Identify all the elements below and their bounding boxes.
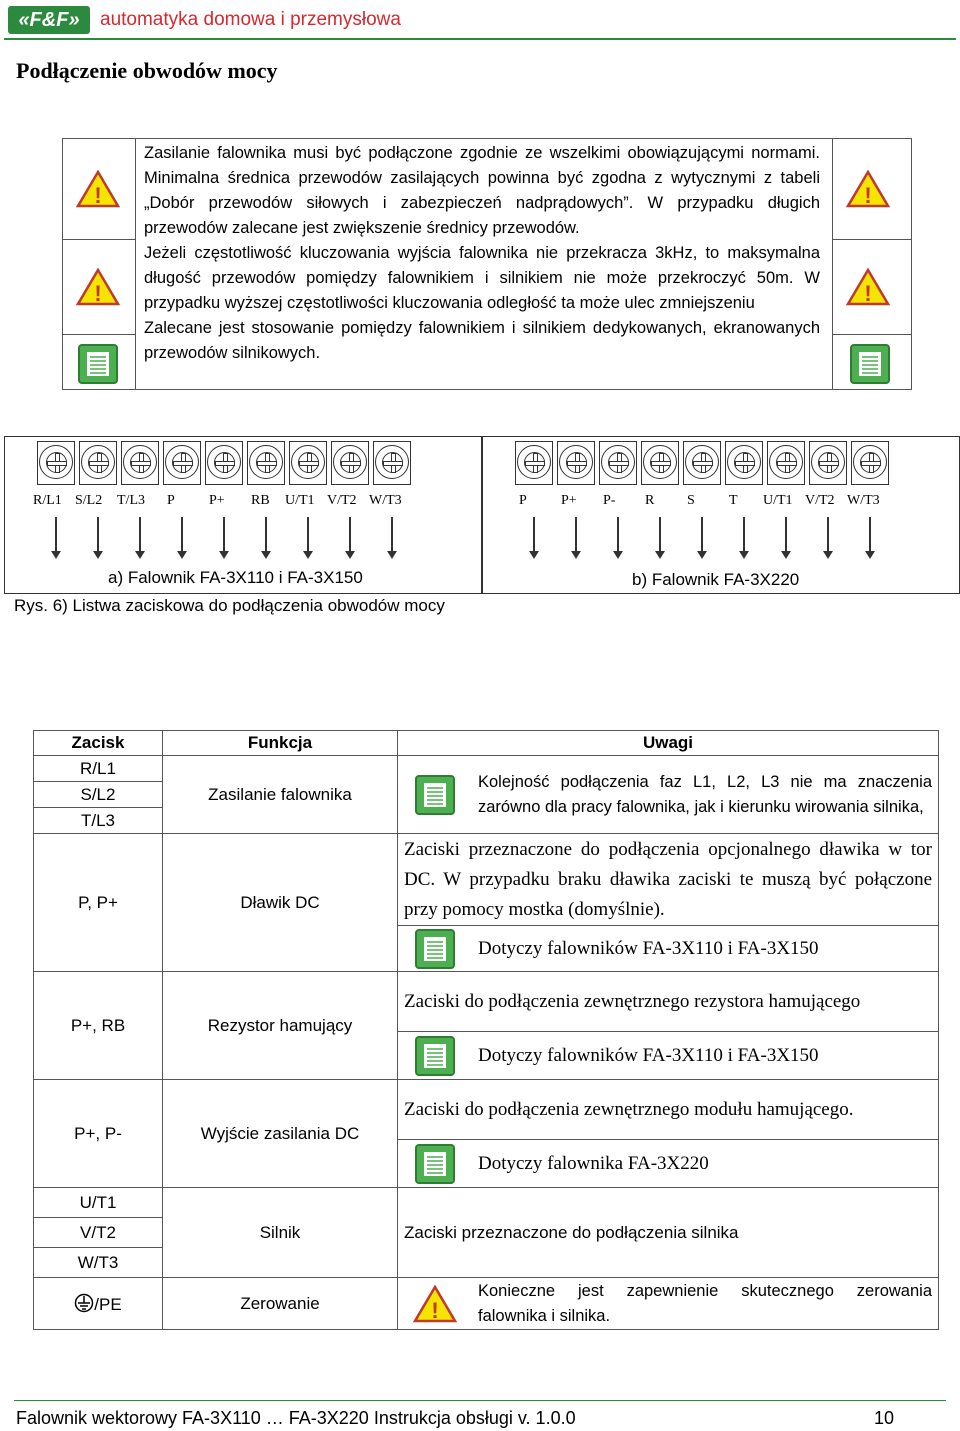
page-title: Podłączenie obwodów mocy xyxy=(16,58,278,83)
ground-icon xyxy=(74,1293,94,1313)
function-cell: Zerowanie xyxy=(163,1278,398,1330)
terminal-label: P xyxy=(167,493,175,508)
terminal-arrow xyxy=(785,517,787,553)
terminal-table xyxy=(33,730,939,1330)
page-number: 10 xyxy=(874,1408,895,1428)
brand-logo: «F&F» xyxy=(8,6,90,34)
note-icon xyxy=(850,344,890,384)
remark-cell: Zaciski przeznaczone do podłączenia silnika xyxy=(398,1188,939,1278)
remark-cell: Zaciski przeznaczone do podłączenia opcjonalnego dławika w tor DC. W przypadku braku dławika zaciski te muszą być połączone przy pomocy mostka (domyślnie). xyxy=(398,834,939,926)
note-icon xyxy=(78,344,118,384)
warning-icon xyxy=(76,268,120,306)
brand-tagline: automatyka domowa i przemysłowa xyxy=(100,9,401,30)
terminal-arrow xyxy=(827,517,829,553)
terminal-label: W/T3 xyxy=(847,493,880,508)
terminal-label: RB xyxy=(251,493,270,508)
note-cell: Dotyczy falowników FA-3X110 i FA-3X150 xyxy=(472,926,939,972)
note-icon xyxy=(415,1144,455,1184)
screw-icon xyxy=(39,445,73,479)
terminal-arrow xyxy=(659,517,661,553)
terminal-arrow xyxy=(575,517,577,553)
warning-icon xyxy=(846,268,890,306)
terminal-cell: P, P+ xyxy=(34,834,163,972)
function-cell: Wyjście zasilania DC xyxy=(163,1080,398,1188)
terminal-arrow xyxy=(617,517,619,553)
screw-icon xyxy=(727,445,761,479)
svg-text:!: ! xyxy=(94,183,102,208)
terminal-arrow xyxy=(55,517,57,553)
terminal-arrow xyxy=(97,517,99,553)
terminal-label: S/L2 xyxy=(75,493,103,508)
note-cell: Dotyczy falowników FA-3X110 i FA-3X150 xyxy=(472,1032,939,1080)
pe-label: /PE xyxy=(94,1294,122,1314)
note-icon xyxy=(415,775,455,815)
terminal-cell: W/T3 xyxy=(34,1248,163,1278)
terminal-cell: P+, P- xyxy=(34,1080,163,1188)
screw-icon xyxy=(81,445,115,479)
screw-icon xyxy=(853,445,887,479)
screw-icon xyxy=(601,445,635,479)
terminal-label: P xyxy=(519,493,527,508)
terminal-label: T xyxy=(729,493,738,508)
screw-icon xyxy=(375,445,409,479)
screw-icon xyxy=(517,445,551,479)
warning-icon xyxy=(413,1285,457,1323)
terminal-arrow xyxy=(265,517,267,553)
terminal-label: S xyxy=(687,493,695,508)
terminal-arrow xyxy=(391,517,393,553)
screw-icon xyxy=(333,445,367,479)
caption-a: a) Falownik FA-3X110 i FA-3X150 xyxy=(108,568,363,587)
terminal-label: R xyxy=(645,493,655,508)
terminal-arrow xyxy=(743,517,745,553)
terminal-cell: S/L2 xyxy=(34,782,163,808)
terminal-label: R/L1 xyxy=(33,493,62,508)
terminal-cell: R/L1 xyxy=(34,756,163,782)
terminal-arrow xyxy=(869,517,871,553)
terminal-cell: T/L3 xyxy=(34,808,163,834)
header-terminal: Zacisk xyxy=(34,731,163,756)
terminal-label: V/T2 xyxy=(805,493,835,508)
terminal-label: P+ xyxy=(561,493,577,508)
terminal-label: V/T2 xyxy=(327,493,357,508)
svg-text:!: ! xyxy=(864,281,872,306)
screw-icon xyxy=(291,445,325,479)
warning-paragraph-3: Zalecane jest stosowanie pomiędzy falownikiem i silnikiem dedykowanych, ekranowanych przewodów silnikowych. xyxy=(144,319,820,362)
screw-icon xyxy=(123,445,157,479)
terminal-arrow xyxy=(223,517,225,553)
terminal-cell: P+, RB xyxy=(34,972,163,1080)
header-divider xyxy=(4,38,956,40)
note-cell: Konieczne jest zapewnienie skutecznego zerowania falownika i silnika. xyxy=(472,1278,939,1330)
note-icon xyxy=(415,929,455,969)
warning-icon xyxy=(846,170,890,208)
terminal-cell-pe xyxy=(34,1278,163,1330)
remark-cell: Zaciski do podłączenia zewnętrznego rezystora hamującego xyxy=(398,972,939,1032)
note-icon xyxy=(415,1036,455,1076)
screw-icon xyxy=(811,445,845,479)
warning-paragraph-1: Zasilanie falownika musi być podłączone zgodnie ze wszelkimi obowiązującymi normami. Minimalna średnica przewodów zasilających powinna być zgodna z wytycznymi z tabeli „Dobór przewodów siłowych i zabezpieczeń nadprądowych”. W przypadku długich przewodów zalecane jest zwiększenie średnicy przewodów. xyxy=(144,144,820,237)
warning-paragraph-2: Jeżeli częstotliwość kluczowania wyjścia falownika nie przekracza 3kHz, to maksymalna długość przewodów pomiędzy falownikiem i silnikiem nie może przekroczyć 50m. W przypadku wyższej częstotliwości kluczowania odległość ta może ulec zmniejszeniu xyxy=(144,244,820,312)
warning-icon xyxy=(76,170,120,208)
terminal-arrow xyxy=(139,517,141,553)
footer-divider xyxy=(14,1400,946,1401)
warning-text xyxy=(144,141,820,366)
terminal-arrow xyxy=(349,517,351,553)
terminal-cell: V/T2 xyxy=(34,1218,163,1248)
terminal-arrow xyxy=(181,517,183,553)
screw-icon xyxy=(685,445,719,479)
screw-icon xyxy=(207,445,241,479)
svg-text:!: ! xyxy=(431,1297,439,1323)
terminal-arrow xyxy=(701,517,703,553)
function-cell: Rezystor hamujący xyxy=(163,972,398,1080)
header-notes: Uwagi xyxy=(398,731,939,756)
terminal-cell: U/T1 xyxy=(34,1188,163,1218)
screw-icon xyxy=(559,445,593,479)
terminal-label: T/L3 xyxy=(117,493,145,508)
screw-icon xyxy=(769,445,803,479)
terminal-label: P+ xyxy=(209,493,225,508)
screw-icon xyxy=(249,445,283,479)
terminal-label: P- xyxy=(603,493,616,508)
svg-text:!: ! xyxy=(94,281,102,306)
function-cell: Zasilanie falownika xyxy=(163,756,398,834)
terminal-arrow xyxy=(307,517,309,553)
terminal-label: U/T1 xyxy=(285,493,315,508)
svg-text:!: ! xyxy=(864,183,872,208)
function-cell: Silnik xyxy=(163,1188,398,1278)
function-cell: Dławik DC xyxy=(163,834,398,972)
screw-icon xyxy=(165,445,199,479)
note-cell: Dotyczy falownika FA-3X220 xyxy=(472,1140,939,1188)
header-function: Funkcja xyxy=(163,731,398,756)
footer-doc-title: Falownik wektorowy FA-3X110 … FA-3X220 Instrukcja obsługi v. 1.0.0 xyxy=(16,1408,576,1428)
note-cell: Kolejność podłączenia faz L1, L2, L3 nie ma znaczenia zarówno dla pracy falownika, jak i kierunku wirowania silnika, xyxy=(472,756,939,834)
screw-icon xyxy=(643,445,677,479)
figure-caption: Rys. 6) Listwa zaciskowa do podłączenia obwodów mocy xyxy=(14,596,445,615)
terminal-label: W/T3 xyxy=(369,493,402,508)
caption-b: b) Falownik FA-3X220 xyxy=(632,570,800,589)
terminal-arrow xyxy=(533,517,535,553)
terminal-label: U/T1 xyxy=(763,493,793,508)
remark-cell: Zaciski do podłączenia zewnętrznego modułu hamującego. xyxy=(398,1080,939,1140)
